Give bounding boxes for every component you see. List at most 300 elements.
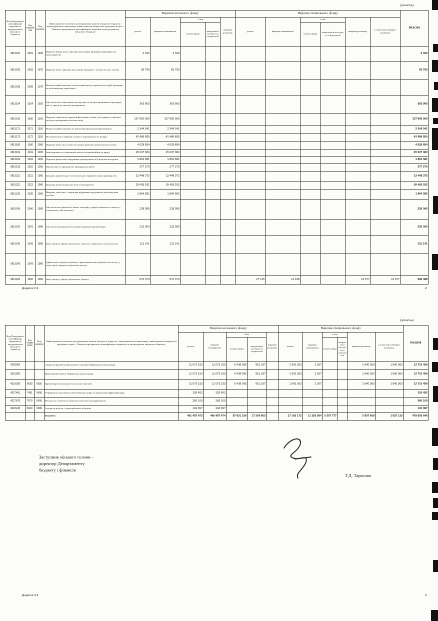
- gf-salary-cell: [180, 253, 205, 275]
- sf-salary: [301, 150, 320, 157]
- sf-budget-development-cell: [370, 61, 400, 79]
- header-gf-consumption-text: видатки споживання: [208, 344, 222, 350]
- header-fkvkb-code: [34, 325, 44, 361]
- gf-development: [267, 413, 278, 421]
- table-row: [5, 133, 428, 141]
- sf-salary-cell: [300, 219, 320, 235]
- tpkvkmb-code-cell: [25, 369, 34, 379]
- fkvkb-code-cell: [34, 369, 44, 379]
- gf-total-cell: [178, 397, 203, 405]
- sf-consumption: [266, 126, 300, 134]
- gf-utilities-cell: [247, 369, 266, 379]
- gf-development-cell: [220, 275, 235, 284]
- sf-budget-development: [371, 80, 400, 96]
- row-total-cell: [400, 189, 428, 199]
- program-code-cell: [5, 405, 25, 412]
- program-code: 0813035: [10, 85, 21, 89]
- gf-utilities: [206, 276, 220, 285]
- gf-consumption-cell: [150, 133, 180, 141]
- gf-salary: [181, 220, 205, 236]
- header-gf-development: [266, 332, 278, 361]
- row-total: 12 715 456: [413, 363, 428, 367]
- sf-total: [236, 190, 265, 200]
- gf-salary-cell: [226, 389, 247, 397]
- gf-utilities-cell: [205, 181, 220, 189]
- gf-salary: [181, 80, 205, 96]
- header-sf-total-text: усього: [246, 30, 254, 33]
- table-row: [5, 189, 428, 199]
- sf-development: [346, 134, 370, 142]
- gf-utilities: [206, 142, 220, 150]
- header-program-name-text: Найменування головного розпорядника коштів місцевого бюджету / відповідального виконавця, найменування бюджетної програми згідно з Типовою програмною класифікацією видатків та кредитування місцевого бюджету: [46, 340, 177, 346]
- table-1-body: [5, 46, 428, 284]
- table-row: [5, 95, 428, 113]
- gf-consumption: 228 090: [169, 207, 180, 211]
- gf-salary-cell: [180, 171, 205, 181]
- program-code-cell: [5, 379, 25, 389]
- sf-budget-development-cell: [375, 379, 403, 389]
- sf-budget-development-cell: [370, 141, 400, 149]
- program-code-cell: [5, 412, 25, 420]
- gf-salary-cell: [226, 412, 247, 420]
- table-row: [5, 397, 428, 405]
- sf-consumption-cell: [302, 405, 322, 412]
- gf-development-cell: [220, 253, 235, 275]
- header-gf-total-text: усього: [187, 345, 195, 348]
- program-code: 0813243: [10, 262, 21, 266]
- sf-development: [346, 126, 370, 134]
- gf-utilities-cell: [247, 412, 266, 420]
- sf-utilities-cell: [320, 275, 345, 284]
- sf-consumption: [266, 236, 300, 254]
- sf-budget-development: [371, 164, 400, 172]
- gf-consumption: 1 864 581: [167, 157, 180, 161]
- sf-budget-development-cell: [375, 361, 403, 369]
- gf-total: 12 448 372: [135, 174, 150, 178]
- row-total-cell: [403, 397, 428, 405]
- row-total: 2 320: [420, 51, 428, 55]
- sf-development: [348, 398, 375, 406]
- header-sf-consumption-text: видатки споживання: [305, 344, 319, 350]
- tpkvkmb-code-cell: [25, 379, 34, 389]
- row-total-cell: [403, 405, 428, 412]
- tpkvkmb-code-cell: [25, 61, 35, 79]
- fkvkb-code: 0456: [36, 391, 43, 395]
- sf-total: [236, 254, 265, 276]
- sf-utilities: [321, 276, 345, 285]
- tpkvkmb-code-cell: [25, 361, 34, 369]
- sf-budget-development-cell: [370, 235, 400, 253]
- gf-consumption-cell: [150, 125, 180, 133]
- sf-consumption-cell: [265, 171, 300, 181]
- gf-development-cell: [220, 141, 235, 149]
- header-sf-budget-development: [375, 332, 403, 361]
- tpkvkmb-code-cell: [25, 79, 35, 95]
- sf-budget-development-cell: [370, 275, 400, 284]
- header-sf-consumption: [265, 17, 300, 46]
- tpkvkmb-code: 3172: [27, 135, 34, 139]
- gf-development: [221, 200, 235, 220]
- sf-utilities-cell: [320, 141, 345, 149]
- sf-development: [346, 182, 370, 190]
- header-sf-total: [235, 17, 265, 46]
- sf-budget-development-cell: [370, 219, 400, 235]
- sf-salary: [301, 47, 320, 62]
- program-name: Інші видатки на соціальний захист ветеранів війни та праці: [46, 151, 110, 154]
- header-program-code-text: Код Програмної класифікації видатків та кредитування місцевого бюджету: [6, 335, 24, 351]
- header-tpkvkmb-code-text: Код ТПКВКМБ: [26, 24, 35, 33]
- sf-development: [346, 200, 370, 220]
- row-total-cell: [403, 379, 428, 389]
- sf-budget-development: 14 677: [391, 277, 400, 281]
- row-total-cell: [400, 141, 428, 149]
- fkvkb-code-cell: [35, 171, 45, 181]
- sf-development: 1 640 000: [362, 372, 375, 376]
- scan-mark: [432, 362, 438, 372]
- gf-consumption: 121 141: [169, 242, 180, 246]
- sf-consumption-cell: [265, 199, 300, 219]
- gf-total-cell: [125, 133, 150, 141]
- header-program-code: [5, 10, 25, 46]
- row-total-cell: [400, 133, 428, 141]
- header-row: [5, 10, 428, 17]
- program-code-cell: [5, 125, 25, 133]
- fkvkb-code-cell: [35, 189, 45, 199]
- gf-total: 4 028 854: [137, 143, 150, 147]
- tpkvkmb-code: 3104: [27, 102, 34, 106]
- program-code: 0813192: [10, 157, 21, 161]
- header-gf-salary-text: оплата праці: [186, 32, 200, 36]
- program-name-cell: [45, 189, 125, 199]
- sf-total: [236, 96, 265, 114]
- sf-consumption: [266, 47, 300, 62]
- gf-utilities: [206, 62, 220, 80]
- gf-total: 11 073 153: [188, 382, 203, 386]
- row-total-cell: [400, 199, 428, 219]
- sf-budget-development-cell: [370, 163, 400, 171]
- gf-development: [221, 142, 235, 150]
- gf-utilities-cell: [247, 379, 266, 389]
- gf-development-cell: [220, 171, 235, 181]
- program-name: Заходи та роботи з територіальної оборони: [45, 407, 91, 410]
- sf-utilities: [321, 80, 345, 96]
- sf-total-cell: [235, 181, 265, 189]
- gf-development: [221, 80, 235, 96]
- gf-utilities-cell: [205, 149, 220, 156]
- sf-utilities: [321, 62, 345, 80]
- sf-consumption-cell: [265, 163, 300, 171]
- gf-total-cell: [178, 405, 203, 412]
- header-general-fund-text: Видатки загального фонду: [161, 11, 199, 16]
- gf-total-cell: [125, 125, 150, 133]
- header-sf-utilities-text: комунальні послуги та енергоносії: [338, 341, 347, 357]
- sf-budget-development: [371, 254, 400, 276]
- sf-utilities: [321, 126, 345, 134]
- sf-salary-cell: [300, 189, 320, 199]
- gf-salary-cell: [180, 199, 205, 219]
- sf-total: [236, 150, 265, 157]
- sf-budget-development: [371, 126, 400, 134]
- gf-total: 42 486 850: [135, 135, 150, 139]
- sf-budget-development: [371, 62, 400, 80]
- sf-utilities: [321, 47, 345, 62]
- gf-development: [267, 398, 278, 406]
- sf-utilities-cell: [320, 253, 345, 275]
- row-total-cell: [400, 125, 428, 133]
- sf-consumption: [266, 96, 300, 114]
- gf-total: 137 900 000: [134, 117, 150, 121]
- gf-utilities-cell: [247, 361, 266, 369]
- program-name-cell: [45, 113, 125, 125]
- gf-salary: [181, 182, 205, 190]
- sf-consumption: [266, 182, 300, 190]
- sf-total-cell: [235, 235, 265, 253]
- table-row: [5, 61, 428, 79]
- table-row: [5, 156, 428, 163]
- sf-budget-development-cell: [375, 412, 403, 420]
- sf-development-cell: [347, 389, 375, 397]
- sf-utilities: [321, 220, 345, 236]
- sf-consumption-cell: [265, 133, 300, 141]
- sf-utilities-cell: [337, 412, 347, 420]
- gf-development-cell: [220, 113, 235, 125]
- gf-development: [221, 150, 235, 157]
- header-sf-development-text: видатки розвитку: [348, 30, 368, 33]
- program-name-cell: [45, 163, 125, 171]
- tpkvkmb-code-cell: [25, 113, 35, 125]
- program-name: Видатки, пов'язані з наданням підтримки внутрішньо переміщеним особам: [46, 191, 119, 197]
- fkvkb-code: 0620: [36, 382, 43, 386]
- sf-consumption-cell: [265, 156, 300, 163]
- gf-total: 1 864 582: [137, 192, 150, 196]
- gf-development: [221, 236, 235, 254]
- fkvkb-code-cell: [35, 253, 45, 275]
- fkvkb-code: 1030: [37, 51, 44, 55]
- sf-budget-development: [376, 398, 403, 406]
- sf-utilities: [321, 172, 345, 182]
- currency-unit-label: (гривень): [400, 3, 414, 7]
- sf-total-cell: [235, 253, 265, 275]
- program-name-cell: [44, 412, 178, 420]
- sf-salary-cell: [300, 163, 320, 171]
- fkvkb-code: 1010: [37, 135, 44, 139]
- sf-development-cell: [347, 361, 375, 369]
- table-row: [5, 235, 428, 253]
- table-row: [5, 125, 428, 133]
- sf-utilities-cell: [337, 379, 347, 389]
- sf-salary: [301, 164, 320, 172]
- sf-consumption: [266, 157, 300, 164]
- program-name: Надання інших пільг окремим категоріям громадян відповідно до законодавства: [46, 51, 117, 57]
- fkvkb-code: [35, 362, 44, 370]
- program-name-cell: [44, 369, 178, 379]
- sf-total: [236, 114, 265, 126]
- row-total-cell: [403, 361, 428, 369]
- header-sf-total-text: усього: [286, 345, 294, 348]
- sf-development: 5 807 609: [362, 414, 375, 418]
- sf-salary-cell: [300, 253, 320, 275]
- header-sf-budget-development-text: у тому числі бюджет розвитку: [374, 29, 397, 35]
- sf-development: [348, 406, 375, 413]
- sf-salary-cell: [300, 79, 320, 95]
- program-name-cell: [45, 219, 125, 235]
- fkvkb-code: 1020: [37, 102, 44, 106]
- tpkvkmb-code-cell: [25, 275, 35, 284]
- gf-salary: [181, 96, 205, 114]
- appendix-note: Додаток 3.3: [22, 594, 39, 597]
- sf-consumption-cell: [265, 219, 300, 235]
- gf-development: [221, 47, 235, 62]
- header-sf-of-which-text: з них: [319, 18, 326, 21]
- header-grand-total: [403, 325, 428, 361]
- sf-development-cell: [345, 253, 370, 275]
- gf-salary: [181, 172, 205, 182]
- header-sf-salary: [300, 22, 320, 46]
- sf-budget-development: 1 640 000: [390, 363, 403, 367]
- header-sf-budget-development: [370, 17, 400, 46]
- header-gf-salary: [226, 337, 247, 361]
- gf-total: 11 073 153: [188, 372, 203, 376]
- row-total: 104 397: [417, 406, 428, 410]
- sf-development: 1 640 000: [362, 382, 375, 386]
- sf-development: [346, 96, 370, 114]
- sf-budget-development-cell: [370, 95, 400, 113]
- gf-consumption: 12 448 372: [165, 174, 180, 178]
- header-program-code-text: Код Програмної класифікації видатків та кредитування місцевого бюджету: [6, 20, 24, 36]
- scan-mark: [432, 482, 438, 493]
- sf-development-cell: [347, 412, 375, 420]
- sf-budget-development-cell: [370, 125, 400, 133]
- sf-salary: [323, 406, 337, 413]
- header-gf-consumption: [203, 332, 226, 361]
- gf-consumption: 104 397: [215, 406, 226, 410]
- header-grand-total-text: РАЗОМ: [410, 341, 422, 345]
- sf-total-cell: [235, 61, 265, 79]
- sf-total: [236, 80, 265, 96]
- table-row: [5, 275, 428, 284]
- gf-consumption: 65 790: [171, 68, 180, 72]
- gf-utilities-cell: [247, 405, 266, 412]
- fkvkb-code-cell: [35, 141, 45, 149]
- gf-development-cell: [266, 397, 278, 405]
- sf-development-cell: [347, 379, 375, 389]
- sf-development: 1 640 000: [362, 363, 375, 367]
- gf-salary-cell: [180, 181, 205, 189]
- sf-total-cell: [278, 405, 302, 412]
- program-name-cell: [44, 361, 178, 369]
- row-total: 25 037 384: [413, 150, 428, 154]
- gf-utilities-cell: [205, 133, 220, 141]
- tpkvkmb-code-cell: [25, 389, 34, 397]
- gf-total-cell: [125, 46, 150, 61]
- gf-utilities: 951 337: [255, 372, 266, 376]
- row-total-cell: [400, 113, 428, 125]
- sf-consumption-cell: [265, 61, 300, 79]
- row-total-cell: [400, 163, 428, 171]
- sf-total: 1 642 303: [289, 363, 302, 367]
- sf-consumption-cell: [265, 253, 300, 275]
- gf-utilities: 17 254 803: [251, 414, 266, 418]
- row-total: 12 715 456: [413, 382, 428, 386]
- program-name-cell: [45, 125, 125, 133]
- sf-consumption-cell: [265, 275, 300, 284]
- scan-mark: [432, 98, 438, 112]
- fkvkb-code-cell: [35, 149, 45, 156]
- sf-development-cell: [345, 61, 370, 79]
- sf-salary-cell: [300, 133, 320, 141]
- header-sf-development: [345, 17, 370, 46]
- scan-mark: [433, 498, 438, 508]
- appendix-note: Додаток 3.3: [22, 287, 39, 290]
- header-program-name: [45, 10, 125, 46]
- gf-total-cell: [125, 79, 150, 95]
- gf-development-cell: [220, 61, 235, 79]
- gf-utilities-cell: [205, 156, 220, 163]
- sf-consumption: [266, 220, 300, 236]
- gf-utilities-cell: [205, 189, 220, 199]
- gf-utilities-cell: [247, 397, 266, 405]
- program-name-cell: [45, 171, 125, 181]
- gf-utilities-cell: [205, 79, 220, 95]
- header-sf-budget-development-text: у тому числі бюджет розвитку: [378, 344, 401, 350]
- table-2-body: [5, 361, 428, 420]
- gf-development-cell: [220, 125, 235, 133]
- sf-salary: [301, 276, 320, 285]
- tpkvkmb-code: 3032: [27, 68, 34, 72]
- sf-development: [346, 62, 370, 80]
- sf-budget-development-cell: [370, 156, 400, 163]
- sf-budget-development: 1 640 000: [390, 372, 403, 376]
- program-name: Надання соціальних гарантій фізичним особам, які надають соціальні послуги громадянам похилого віку: [46, 116, 121, 122]
- tpkvkmb-code-cell: [25, 235, 35, 253]
- gf-total: 155 452: [192, 391, 203, 395]
- gf-development: [221, 114, 235, 126]
- gf-consumption-cell: [203, 412, 226, 420]
- gf-total-cell: [178, 379, 203, 389]
- sf-salary-cell: [300, 113, 320, 125]
- scan-mark: [432, 512, 438, 520]
- row-total-cell: [400, 61, 428, 79]
- tpkvkmb-code-cell: [25, 133, 35, 141]
- program-name: Організація та проведення громадських робіт: [46, 165, 95, 169]
- sf-utilities-cell: [320, 171, 345, 181]
- program-name: Інші заходи у сфері соціального захисту: [46, 278, 89, 281]
- row-total: 260 100: [417, 399, 428, 403]
- tpkvkmb-code: 7461: [26, 391, 33, 395]
- sf-development-cell: [347, 405, 375, 412]
- program-code: 0813241: [10, 225, 21, 229]
- row-total: 65 790: [419, 68, 428, 72]
- sf-total: [236, 157, 265, 164]
- program-code: 0813160: [10, 117, 21, 121]
- fkvkb-code-cell: [34, 389, 44, 397]
- fkvkb-code: 1090: [37, 262, 44, 266]
- sf-consumption-cell: [265, 125, 300, 133]
- sf-consumption: [266, 254, 300, 276]
- row-total-cell: [400, 219, 428, 235]
- row-total-cell: [400, 253, 428, 275]
- fkvkb-code: 1090: [37, 277, 44, 281]
- gf-consumption-cell: [150, 113, 180, 125]
- sf-consumption: [266, 164, 300, 172]
- sf-utilities: [338, 370, 347, 380]
- table-row: [5, 253, 428, 275]
- gf-total-cell: [125, 95, 150, 113]
- scan-mark: [432, 128, 438, 150]
- gf-consumption-cell: [203, 389, 226, 397]
- sf-consumption-cell: [302, 389, 322, 397]
- sf-utilities-cell: [320, 46, 345, 61]
